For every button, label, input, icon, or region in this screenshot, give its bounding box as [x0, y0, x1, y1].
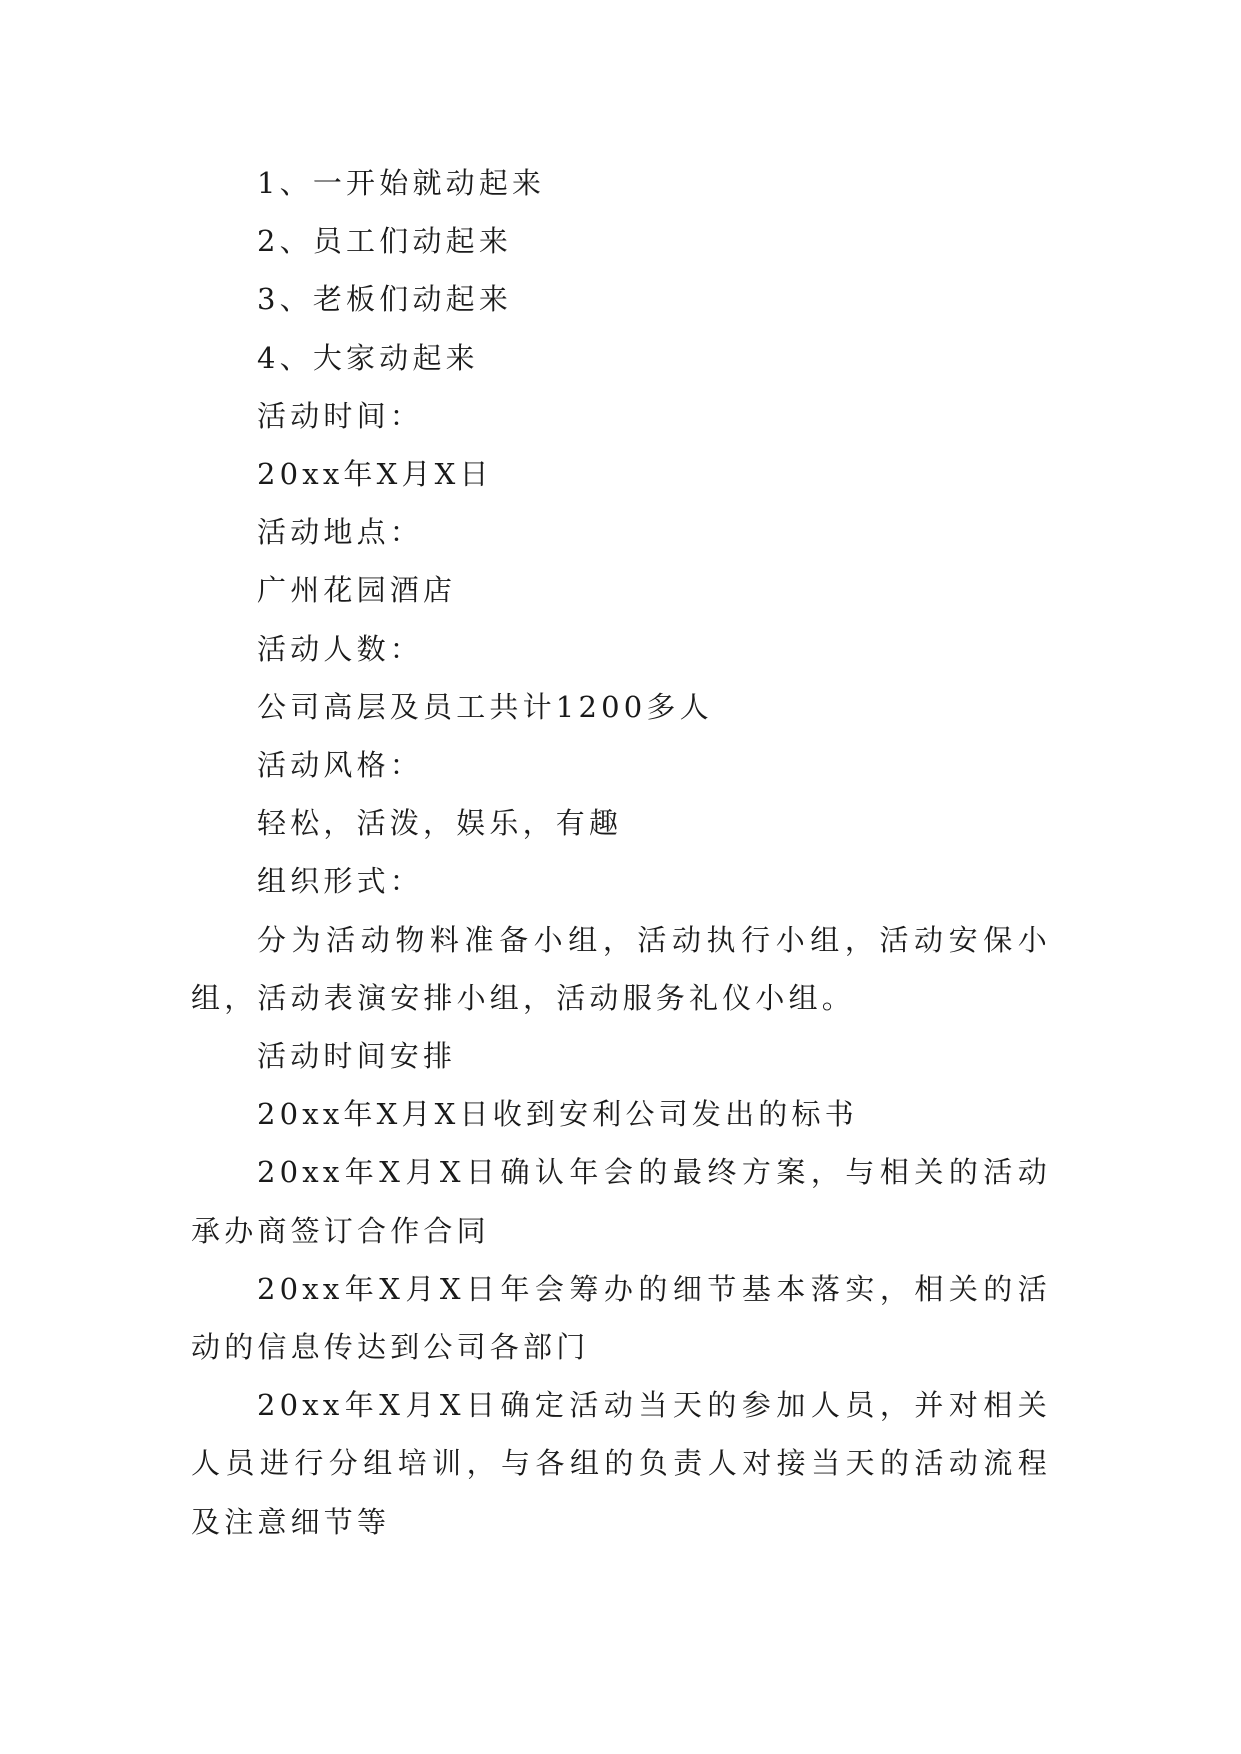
section-label: 组织形式：: [257, 864, 424, 899]
section-label: 活动地点：: [257, 515, 424, 550]
schedule-item: 20xx年X月X日收到安利公司发出的标书: [257, 1097, 858, 1132]
schedule-item: 20xx年X月X日确定活动当天的参加人员，并对相关人员进行分组培训，与各组的负责人对接当天的活动流程及注意细节等: [191, 1388, 1051, 1539]
paragraph: 公司高层及员工共计1200多人: [257, 689, 713, 724]
document-body: [191, 154, 1051, 1551]
paragraph: 轻松，活泼，娱乐，有趣: [257, 806, 623, 841]
paragraph: 2、员工们动起来: [257, 224, 513, 259]
section-label: 活动时间：: [257, 398, 424, 433]
paragraph: 3、老板们动起来: [257, 282, 513, 317]
paragraph: 4、大家动起来: [257, 340, 479, 375]
section-label: 活动风格：: [257, 748, 424, 783]
schedule-item: 20xx年X月X日确认年会的最终方案，与相关的活动承办商签订合作合同: [191, 1155, 1051, 1248]
paragraph: 广州花园酒店: [257, 573, 457, 608]
section-label: 活动人数：: [257, 631, 424, 666]
schedule-item: 20xx年X月X日年会筹办的细节基本落实，相关的活动的信息传达到公司各部门: [191, 1271, 1051, 1365]
section-label: 活动时间安排: [257, 1039, 457, 1074]
paragraph: 1、一开始就动起来: [257, 166, 546, 200]
paragraph: 20xx年X月X日: [257, 457, 493, 492]
paragraph: 分为活动物料准备小组，活动执行小组，活动安保小组，活动表演安排小组，活动服务礼仪小组。: [191, 922, 1051, 1015]
